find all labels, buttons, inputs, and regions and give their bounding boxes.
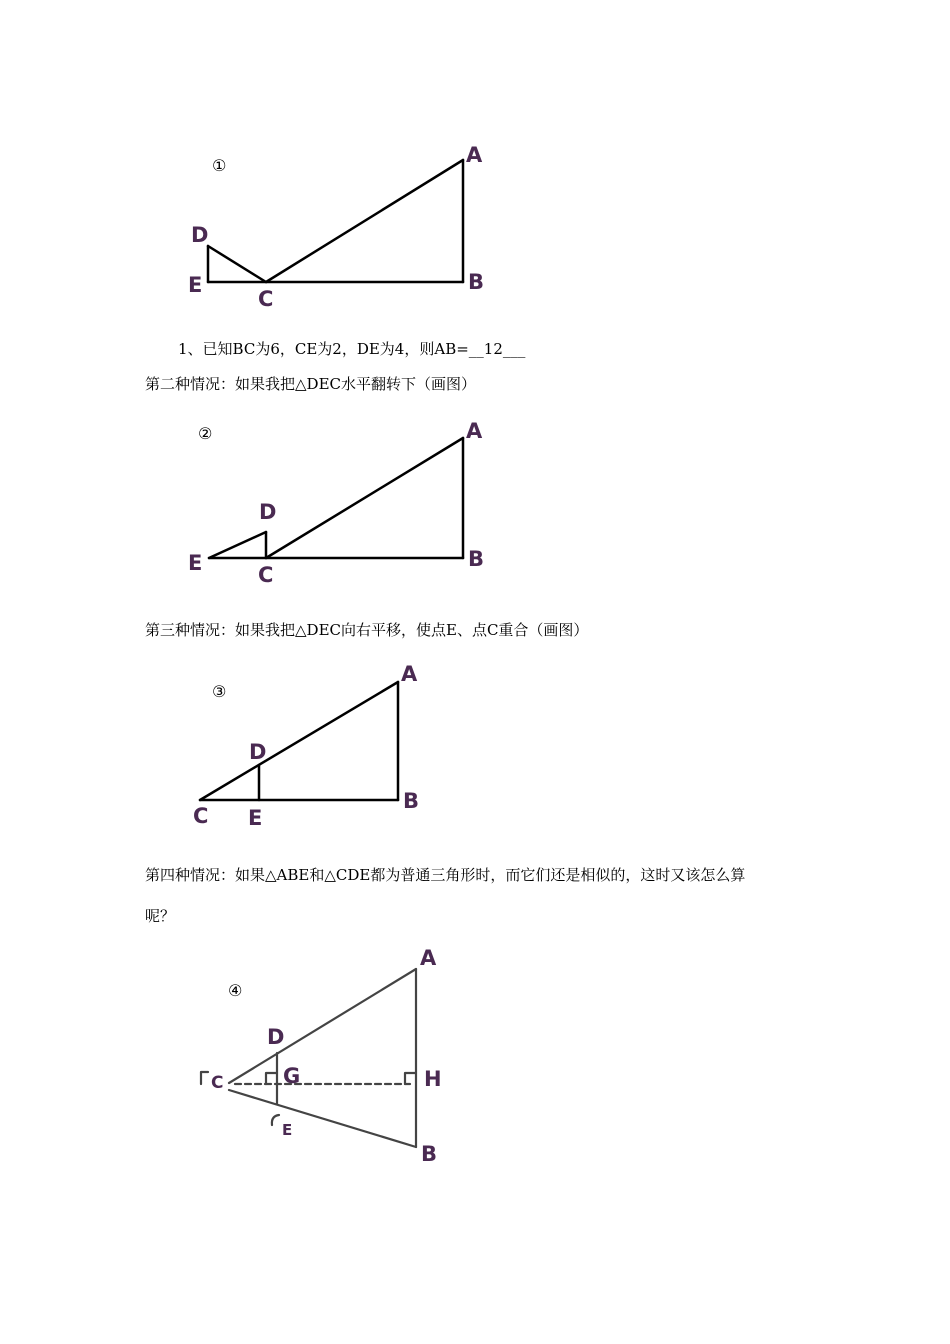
fig1-label-b: B xyxy=(468,270,485,294)
fig3-label-e: E xyxy=(248,806,263,830)
fig4-label-g: G xyxy=(283,1064,301,1088)
fig1-label-c: C xyxy=(258,287,274,311)
fig2-line-de xyxy=(209,532,266,558)
figure-3 xyxy=(0,655,950,835)
fig4-label-h: H xyxy=(424,1067,442,1091)
fig4-line-cb xyxy=(229,1090,416,1147)
fig1-number: ① xyxy=(212,156,227,175)
figure-2 xyxy=(0,410,950,590)
problem-1 xyxy=(178,339,525,359)
fig4-right-angle-h xyxy=(405,1073,416,1084)
fig4-label-e: E xyxy=(282,1121,293,1139)
fig2-label-c: C xyxy=(258,563,274,587)
fig2-label-d: D xyxy=(259,500,277,524)
fig2-label-e: E xyxy=(188,551,203,575)
fig2-line-ac xyxy=(266,438,463,558)
fig1-label-a: A xyxy=(466,143,483,167)
case-3-text: 第三种情况：如果我把△DEC向右平移，使点E、点C重合（画图） xyxy=(145,621,589,639)
fig1-label-e: E xyxy=(188,273,203,297)
fig2-number: ② xyxy=(198,424,213,443)
fig4-label-a: A xyxy=(420,946,437,970)
case-4-text-line1: 第四种情况：如果△ABE和△CDE都为普通三角形时，而它们还是相似的，这时又该怎么算 xyxy=(145,866,746,884)
problem-1-answer: __12___ xyxy=(468,340,526,358)
figure-4 xyxy=(0,935,950,1180)
fig1-line-dc xyxy=(208,246,266,282)
fig3-label-c: C xyxy=(193,804,209,828)
fig4-line-ca xyxy=(229,969,416,1083)
fig2-label-b: B xyxy=(468,547,485,571)
fig3-label-a: A xyxy=(401,662,418,686)
fig3-label-d: D xyxy=(249,740,267,764)
case-4-text-line2: 呢？ xyxy=(145,907,176,925)
fig4-label-c: C xyxy=(211,1073,224,1093)
fig4-number: ④ xyxy=(228,981,243,1000)
fig3-label-b: B xyxy=(403,789,420,813)
fig4-right-angle-g xyxy=(266,1073,277,1084)
fig4-angle-mark-c xyxy=(201,1072,208,1084)
fig3-line-ac xyxy=(200,682,398,800)
figure-2-svg xyxy=(0,410,950,590)
figure-3-svg xyxy=(0,655,950,835)
figure-4-svg xyxy=(0,935,950,1180)
figure-1-svg xyxy=(0,130,950,320)
fig4-label-d: D xyxy=(267,1025,285,1049)
fig1-label-d: D xyxy=(191,223,209,247)
fig4-label-b: B xyxy=(421,1142,438,1166)
fig1-line-ac xyxy=(266,160,463,282)
figure-1 xyxy=(0,130,950,320)
fig3-number: ③ xyxy=(212,682,227,701)
fig2-label-a: A xyxy=(466,419,483,443)
fig4-angle-mark-e xyxy=(272,1115,279,1125)
case-2-text: 第二种情况：如果我把△DEC水平翻转下（画图） xyxy=(145,375,476,393)
problem-1-question: 1、已知BC为6，CE为2，DE为4，则AB= xyxy=(178,340,469,358)
